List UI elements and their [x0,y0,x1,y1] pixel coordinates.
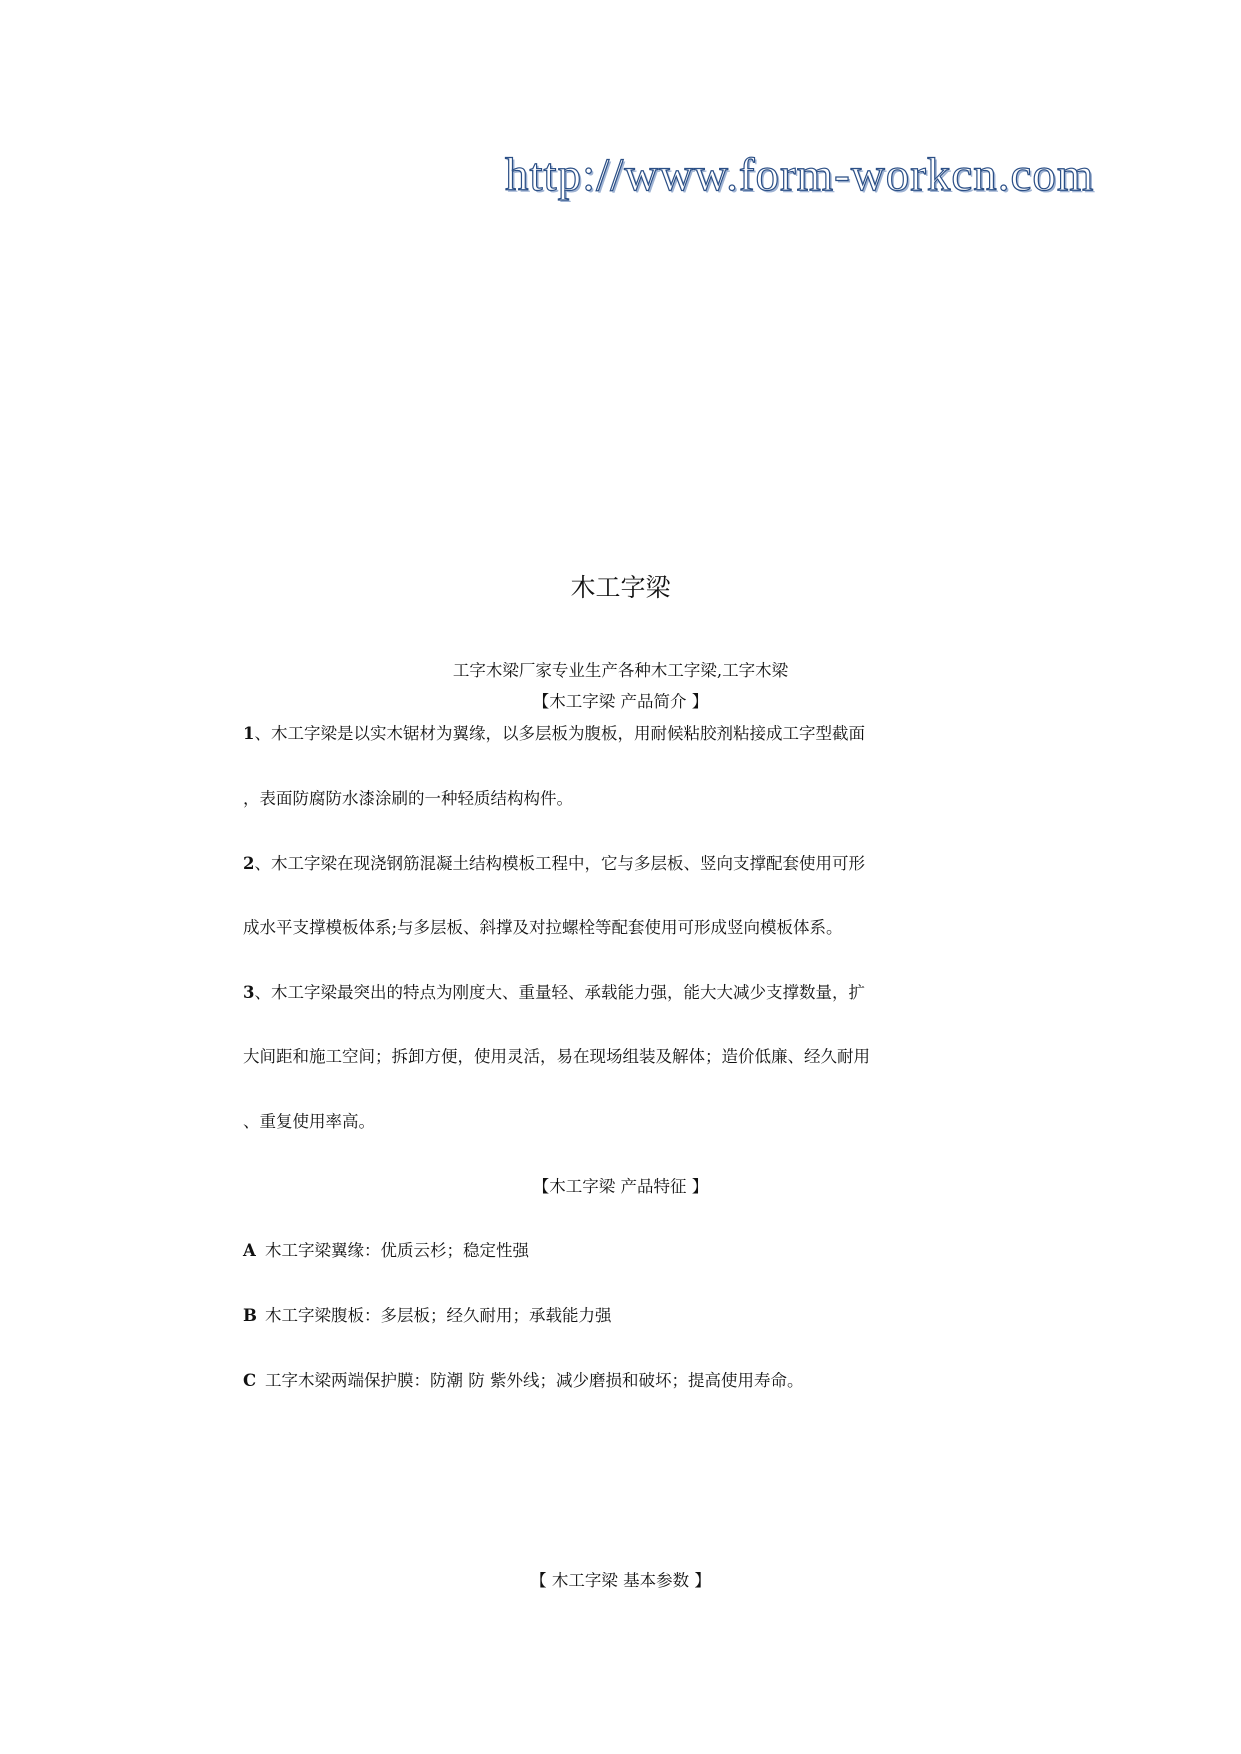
features-heading: 【木工字梁 产品特征 】 [532,1177,709,1196]
feature-item [243,1308,612,1325]
intro-line-text: 、木工字梁在现浇钢筋混凝土结构模板工程中，它与多层板、竖向支撑配套使用可形 [254,854,865,873]
intro-line [243,1049,870,1066]
intro-line-text: 大间距和施工空间；拆卸方便，使用灵活，易在现场组装及解体；造价低廉、经久耐用 [243,1047,870,1066]
feature-letter: C [243,1371,257,1390]
intro-line [243,726,865,743]
feature-text: 工字木梁两端保护膜：防潮 防 紫外线；减少磨损和破坏；提高使用寿命。 [265,1371,804,1390]
feature-letter: A [243,1241,256,1260]
subtitle: 工字木梁厂家专业生产各种木工字梁,工字木梁 [452,661,789,680]
feature-item [243,1373,804,1390]
params-heading: 【 木工字梁 基本参数 】 [530,1571,711,1590]
intro-line-marker: 2 [243,854,255,873]
intro-line-marker: 3 [243,983,255,1002]
intro-line-text: 、重复使用率高。 [243,1112,375,1131]
intro-line [243,985,865,1002]
intro-line-text: ，表面防腐防水漆涂刷的一种轻质结构构件。 [243,789,573,808]
intro-line [243,1114,375,1131]
feature-item [243,1243,529,1260]
intro-line-text: 、木工字梁是以实木锯材为翼缘，以多层板为腹板，用耐候粘胶剂粘接成工字型截面 [254,724,865,743]
intro-line-text: 成水平支撑模板体系;与多层板、斜撑及对拉螺栓等配套使用可形成竖向模板体系。 [243,918,843,937]
feature-text: 木工字梁腹板：多层板；经久耐用；承载能力强 [265,1306,612,1325]
page-title: 木工字梁 [570,573,671,602]
intro-line [243,791,573,808]
intro-line-text: 、木工字梁最突出的特点为刚度大、重量轻、承载能力强，能大大减少支撑数量，扩 [254,983,865,1002]
intro-line-marker: 1 [243,724,255,743]
feature-letter: B [243,1306,257,1325]
intro-line [243,920,843,937]
feature-text: 木工字梁翼缘：优质云杉；稳定性强 [265,1241,529,1260]
header-url: http://www.form-workcn.com [505,149,1095,201]
intro-heading: 【木工字梁 产品简介 】 [532,692,709,711]
intro-line [243,856,865,873]
